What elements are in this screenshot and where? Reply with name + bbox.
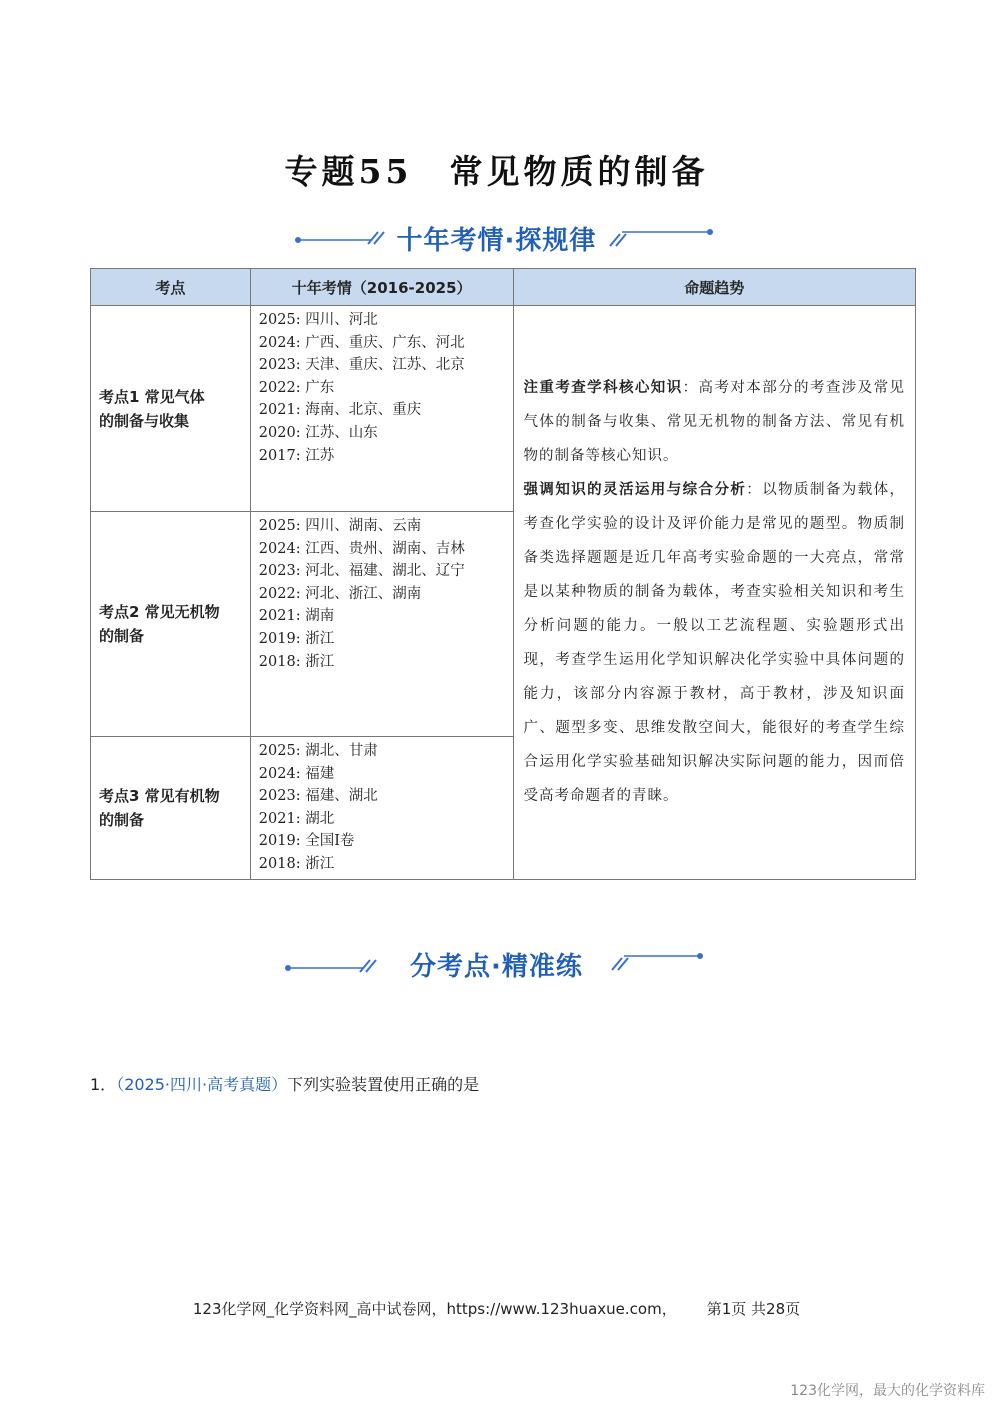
- point-cell: [91, 737, 251, 880]
- years-cell: [250, 737, 513, 880]
- year-entry: 2018: 浙江: [258, 855, 335, 872]
- year-entry: 2021: 湖北: [258, 810, 335, 827]
- year-entry: 2024: 江西、贵州、湖南、吉林: [258, 540, 465, 557]
- year-entry: 2022: 河北、浙江、湖南: [258, 585, 422, 602]
- trend-text: ：高考对本部分的考查涉及常见气体的制备与收集、常见无机物的制备方法、常见有机物的制备等核心知识。: [523, 380, 906, 465]
- banner-title: 分考点·精准练: [410, 952, 583, 982]
- point-cell: [91, 512, 251, 737]
- point-label: 的制备与收集: [99, 411, 190, 430]
- year-entry: 2017: 江苏: [258, 447, 335, 464]
- year-entry: 2023: 河北、福建、湖北、辽宁: [258, 563, 465, 580]
- year-entry: 2025: 四川、湖南、云南: [258, 518, 422, 534]
- watermark: 123化学网，最大的化学资料库: [790, 1383, 985, 1399]
- point-label: 考点2 常见无机物: [99, 603, 220, 621]
- page-title: 专题55 常见物质的制备: [284, 152, 709, 191]
- trend-heading: 注重考查学科核心知识: [523, 380, 683, 397]
- question-source-link[interactable]: （2025·四川·高考真题）: [116, 1075, 288, 1094]
- point-cell: [91, 306, 251, 512]
- year-entry: 2019: 全国Ⅰ卷: [258, 833, 355, 850]
- section-banner-trends: [0, 218, 993, 258]
- point-label: 考点1 常见气体: [99, 387, 205, 406]
- header-point: 考点: [91, 269, 251, 306]
- page-footer: [0, 1298, 993, 1319]
- point-label: 的制备: [99, 627, 145, 645]
- table-row: [91, 306, 916, 512]
- trend-cell: [513, 306, 916, 880]
- question-number: 1．: [90, 1075, 117, 1094]
- table-header-row: [91, 269, 916, 306]
- trend-heading: 强调知识的灵活运用与综合分析: [523, 482, 747, 499]
- exam-analysis-table: [90, 268, 916, 880]
- year-entry: 2021: 湖南: [258, 608, 335, 625]
- year-entry: 2023: 天津、重庆、江苏、北京: [258, 357, 465, 374]
- point-label: 的制备: [99, 810, 145, 829]
- footer-site[interactable]: 123化学网_化学资料网_高中试卷网，https://www.123huaxue.com，: [192, 1300, 677, 1318]
- year-entry: 2020: 江苏、山东: [258, 424, 378, 441]
- year-entry: 2022: 广东: [258, 379, 335, 396]
- point-label: 考点3 常见有机物: [99, 786, 220, 805]
- header-years: 十年考情（2016-2025）: [250, 269, 513, 306]
- footer-page-number: 第1页 共28页: [706, 1300, 801, 1318]
- question-1: [90, 1072, 479, 1095]
- banner-title: 十年考情·探规律: [396, 226, 597, 256]
- trend-text: ：以物质制备为载体，考查化学实验的设计及评价能力是常见的题型。物质制备类选择题题是近几年高考实验命题的一大亮点，常常是以某种物质的制备为载体，考查实验相关知识和考生分析问题的能力。一般以工艺流程题、实验题形式出现，考查学生运用化学知识解决化学实验中具体问题的能力，该部分内容源于教材，高于教材，涉及知识面广、题型多变、思维发散空间大，能很好的考查学生综合运用化学实验基础知识解决实际问题的能力，因而倍受高考命题者的青睐。: [523, 482, 906, 805]
- year-entry: 2019: 浙江: [258, 630, 335, 647]
- year-entry: 2025: 四川、河北: [258, 312, 378, 328]
- question-text: 下列实验装置使用正确的是: [287, 1075, 480, 1094]
- year-entry: 2023: 福建、湖北: [258, 788, 378, 805]
- years-cell: [250, 512, 513, 737]
- year-entry: 2018: 浙江: [258, 653, 335, 670]
- section-banner-practice: [0, 944, 993, 984]
- year-entry: 2021: 海南、北京、重庆: [258, 402, 422, 419]
- years-cell: [250, 306, 513, 512]
- header-trend: 命题趋势: [513, 269, 916, 306]
- year-entry: 2024: 广西、重庆、广东、河北: [258, 334, 465, 351]
- year-entry: 2024: 福建: [258, 765, 335, 782]
- year-entry: 2025: 湖北、甘肃: [258, 743, 378, 759]
